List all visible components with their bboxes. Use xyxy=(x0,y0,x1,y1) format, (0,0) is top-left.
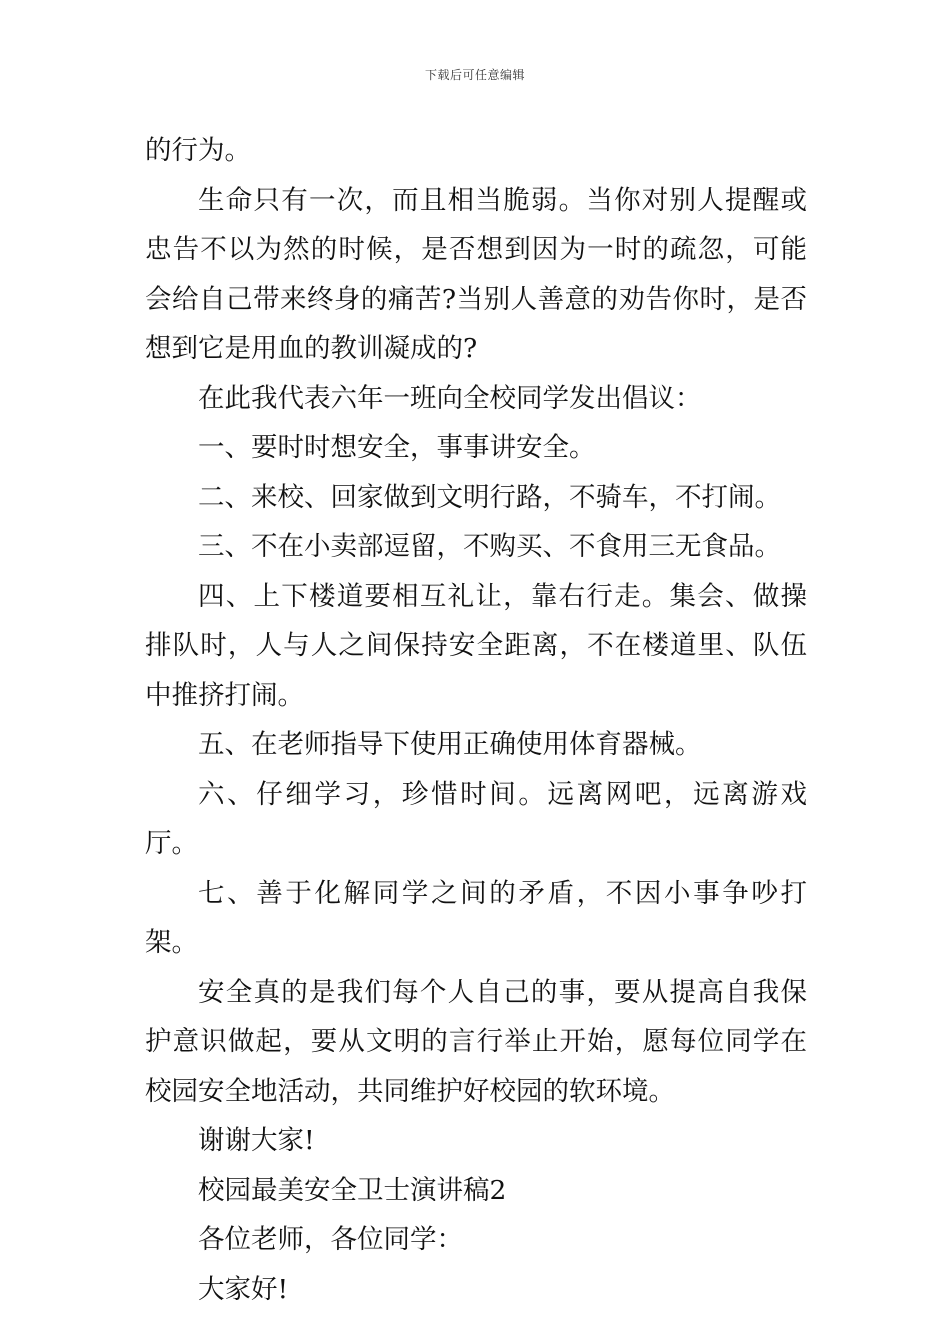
paragraph-continuation: 的行为。 xyxy=(145,135,251,166)
proposal-item-4: 四、上下楼道要相互礼让，靠右行走。集会、做操排队时，人与人之间保持安全距离，不在楼道里、队伍中推挤打闹。 xyxy=(145,580,807,711)
paragraph-conclusion: 安全真的是我们每个人自己的事，要从提高自我保护意识做起，要从文明的言行举止开始，愿每位同学在校园安全地活动，共同维护好校园的软环境。 xyxy=(145,976,807,1107)
proposal-item-7: 七、善于化解同学之间的矛盾，不因小事争吵打架。 xyxy=(145,877,807,958)
speech-salutation: 各位老师，各位同学： xyxy=(198,1224,463,1255)
paragraph-thanks: 谢谢大家! xyxy=(198,1125,315,1156)
page-header: 下载后可任意编辑 xyxy=(424,68,525,82)
proposal-item-5: 五、在老师指导下使用正确使用体育器械。 xyxy=(198,729,702,760)
document-body xyxy=(145,126,807,1314)
paragraph-life-warning: 生命只有一次，而且相当脆弱。当你对别人提醒或忠告不以为然的时候，是否想到因为一时的疏忽，可能会给自己带来终身的痛苦?当别人善意的劝告你时，是否想到它是用血的教训凝成的? xyxy=(145,184,807,364)
speech-greeting: 大家好! xyxy=(198,1273,289,1305)
proposal-item-2: 二、来校、回家做到文明行路，不骑车，不打闹。 xyxy=(198,481,781,513)
speech-title-2: 校园最美安全卫士演讲稿2 xyxy=(198,1174,507,1206)
paragraph-proposal-intro: 在此我代表六年一班向全校同学发出倡议： xyxy=(198,382,702,414)
proposal-item-1: 一、要时时想安全，事事讲安全。 xyxy=(198,432,596,463)
proposal-item-3: 三、不在小卖部逗留，不购买、不食用三无食品。 xyxy=(198,531,781,562)
proposal-item-6: 六、仔细学习，珍惜时间。远离网吧，远离游戏厅。 xyxy=(145,778,807,859)
